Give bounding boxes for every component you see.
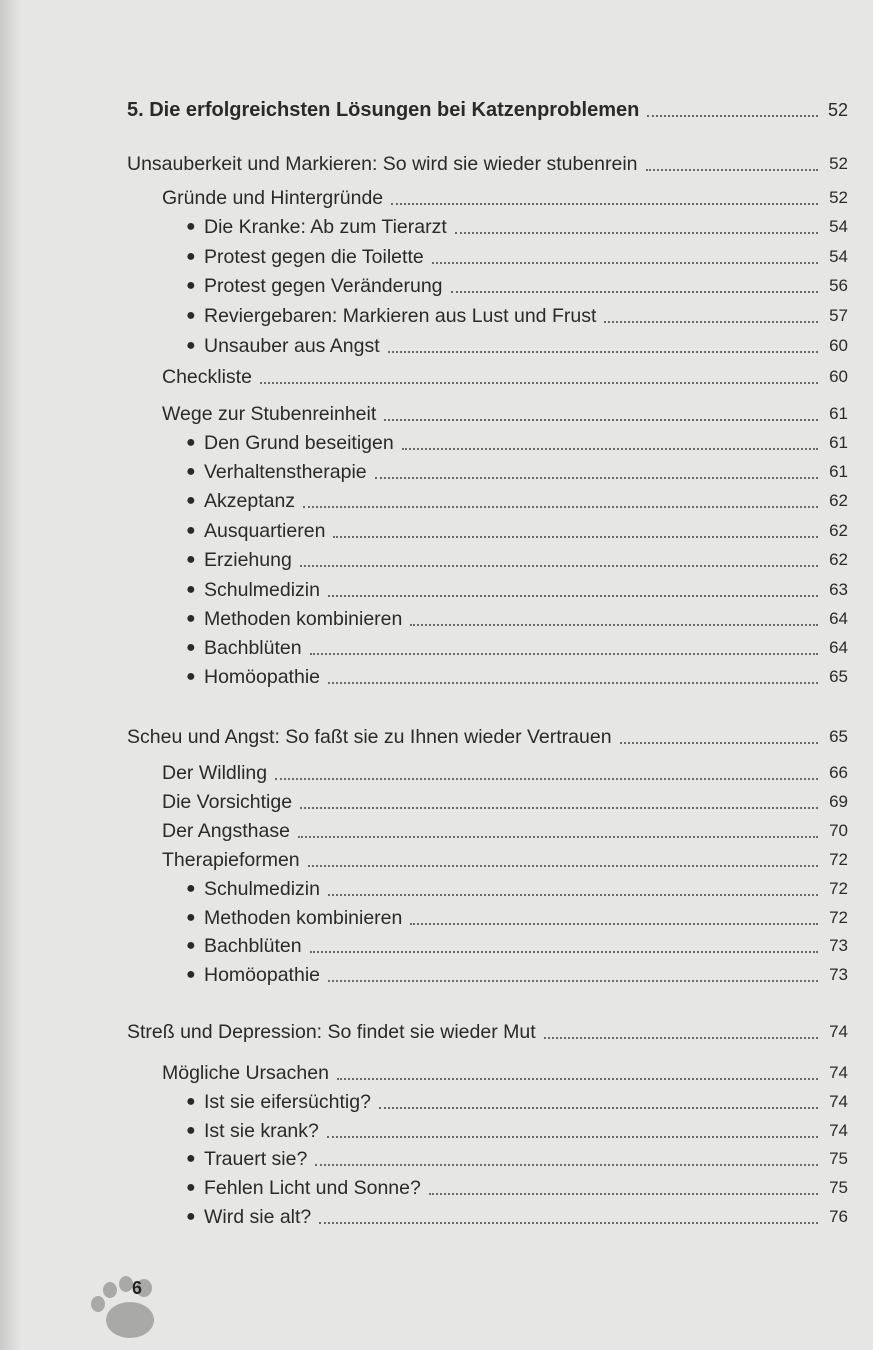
toc-entry-lead [186, 1147, 822, 1171]
dot-leader [402, 448, 818, 450]
toc-entry-title: Schulmedizin [204, 878, 320, 900]
toc-item [186, 241, 848, 269]
dot-leader [646, 169, 818, 171]
dot-leader [328, 894, 818, 896]
dot-leader [298, 836, 818, 838]
toc-entry-page: 72 [829, 879, 848, 898]
toc-entry-title: Wird sie alt? [204, 1206, 312, 1228]
toc-entry-lead [186, 1176, 822, 1200]
toc-item [186, 456, 848, 484]
bullet-icon: ● [186, 463, 196, 480]
toc-entry-title: Trauert sie? [204, 1148, 308, 1170]
toc-item [186, 211, 848, 239]
toc-item [186, 1086, 848, 1114]
toc-entry-lead [186, 963, 822, 987]
dot-leader [260, 382, 818, 384]
toc-entry-title: 5. Die erfolgreichsten Lösungen bei Katzenproblemen [127, 99, 640, 121]
toc-item [186, 603, 848, 631]
toc-entry-title: Akzeptanz [204, 490, 296, 512]
toc-entry-page: 52 [829, 188, 848, 207]
toc-entry-page: 60 [829, 336, 848, 355]
dot-leader [620, 742, 818, 744]
toc-entry-page: 75 [829, 1149, 848, 1168]
toc-entry-lead [186, 1090, 822, 1114]
toc-item [186, 270, 848, 298]
toc-section [162, 1057, 848, 1085]
toc-section [162, 361, 848, 389]
toc-entry-page: 52 [827, 100, 848, 120]
toc-entry-page: 69 [829, 792, 848, 811]
toc-entry-page: 64 [829, 609, 848, 628]
toc-item [186, 485, 848, 513]
toc-item [186, 632, 848, 660]
bullet-icon: ● [186, 248, 196, 265]
dot-leader [300, 565, 818, 567]
toc-entry-lead [186, 578, 822, 602]
toc-entry-page: 63 [829, 580, 848, 599]
toc-entry-page: 74 [829, 1092, 848, 1111]
toc-entry-title: Ausquartieren [204, 520, 326, 542]
dot-leader [410, 923, 818, 925]
toc-item [186, 902, 848, 930]
dot-leader [410, 624, 818, 626]
toc-entry-title: Den Grund beseitigen [204, 432, 394, 454]
toc-entry-page: 61 [829, 433, 848, 452]
toc-entry-page: 62 [829, 491, 848, 510]
toc-entry-lead [186, 519, 822, 543]
toc-entry-page: 56 [829, 276, 848, 295]
dot-leader [300, 807, 818, 809]
dot-leader [275, 778, 818, 780]
bullet-icon: ● [186, 937, 196, 954]
toc-entry-title: Scheu und Angst: So faßt sie zu Ihnen wieder Vertrauen [127, 726, 612, 748]
toc-entry-title: Homöopathie [204, 964, 320, 986]
toc-section [162, 757, 848, 785]
dot-leader [308, 865, 818, 867]
toc-entry-lead [186, 489, 822, 513]
bullet-icon: ● [186, 551, 196, 568]
toc-entry-page: 72 [829, 850, 848, 869]
dot-leader [303, 506, 818, 508]
dot-leader [327, 1136, 818, 1138]
dot-leader [310, 653, 818, 655]
bullet-icon: ● [186, 581, 196, 598]
dot-leader [451, 291, 818, 293]
toc-entry-title: Mögliche Ursachen [162, 1062, 329, 1084]
toc-section [162, 844, 848, 872]
toc-entry-page: 52 [829, 154, 848, 173]
dot-leader [647, 115, 818, 117]
toc-entry-title: Ist sie eifersüchtig? [204, 1091, 371, 1113]
toc-item [186, 930, 848, 958]
toc-entry-title: Die Vorsichtige [162, 791, 293, 813]
toc-entry-title: Bachblüten [204, 935, 302, 957]
bullet-icon: ● [186, 1208, 196, 1225]
bullet-icon: ● [186, 218, 196, 235]
toc-entry-lead [127, 98, 822, 122]
toc-item [186, 959, 848, 987]
toc-entry-title: Verhaltenstherapie [204, 461, 367, 483]
dot-leader [544, 1037, 818, 1039]
toc-chapter [127, 721, 848, 749]
toc-entry-page: 76 [829, 1207, 848, 1226]
toc-entry-title: Die Kranke: Ab zum Tierarzt [204, 216, 447, 238]
toc-entry-title: Methoden kombinieren [204, 907, 403, 929]
toc-entry-lead [186, 274, 822, 298]
toc-item [186, 574, 848, 602]
dot-leader [319, 1222, 818, 1224]
toc-entry-page: 74 [829, 1022, 848, 1041]
dot-leader [429, 1193, 818, 1195]
toc-entry-page: 70 [829, 821, 848, 840]
toc-entry-title: Methoden kombinieren [204, 608, 403, 630]
toc-entry-page: 61 [829, 404, 848, 423]
toc-entry-title: Wege zur Stubenreinheit [162, 403, 377, 425]
toc-entry-lead [186, 906, 822, 930]
bullet-icon: ● [186, 668, 196, 685]
dot-leader [388, 351, 818, 353]
toc-entry-title: Checkliste [162, 366, 252, 388]
toc-entry-title: Der Angsthase [162, 820, 290, 842]
toc-item [186, 1201, 848, 1229]
toc-item [186, 515, 848, 543]
dot-leader [375, 477, 818, 479]
toc-item [186, 330, 848, 358]
toc-section [162, 182, 848, 210]
bullet-icon: ● [186, 522, 196, 539]
toc-entry-page: 74 [829, 1063, 848, 1082]
toc-entry-page: 74 [829, 1121, 848, 1140]
bullet-icon: ● [186, 277, 196, 294]
bullet-icon: ● [186, 880, 196, 897]
toc-item [186, 300, 848, 328]
toc-entry-lead [186, 334, 822, 358]
toc-entry-lead [186, 607, 822, 631]
toc-item [186, 661, 848, 689]
dot-leader [379, 1107, 818, 1109]
toc-entry-lead [186, 304, 822, 328]
bullet-icon: ● [186, 434, 196, 451]
toc-entry-lead [127, 1020, 822, 1044]
toc-entry-page: 64 [829, 638, 848, 657]
toc-entry-page: 75 [829, 1178, 848, 1197]
toc-item [186, 1172, 848, 1200]
toc-entry-title: Streß und Depression: So findet sie wieder Mut [127, 1021, 536, 1043]
toc-entry-lead [162, 790, 822, 814]
bullet-icon: ● [186, 1150, 196, 1167]
bullet-icon: ● [186, 1122, 196, 1139]
toc-entry-title: Unsauber aus Angst [204, 335, 380, 357]
toc-entry-title: Protest gegen die Toilette [204, 246, 424, 268]
dot-leader [384, 419, 818, 421]
toc-entry-lead [186, 1119, 822, 1143]
bullet-icon: ● [186, 1179, 196, 1196]
toc-entry-page: 73 [829, 965, 848, 984]
toc-entry-title: Fehlen Licht und Sonne? [204, 1177, 421, 1199]
toc-entry-lead [186, 215, 822, 239]
toc-entry-page: 57 [829, 306, 848, 325]
toc-item [186, 427, 848, 455]
toc-entry-title: Erziehung [204, 549, 292, 571]
dot-leader [337, 1078, 818, 1080]
page-footer [88, 1272, 168, 1342]
toc-entry-lead [186, 431, 822, 455]
toc-entry-lead [162, 1061, 822, 1085]
dot-leader [328, 595, 818, 597]
toc-item [186, 544, 848, 572]
toc-entry-title: Reviergebaren: Markieren aus Lust und Frust [204, 305, 597, 327]
toc-entry-lead [186, 548, 822, 572]
toc-entry-lead [186, 245, 822, 269]
bullet-icon: ● [186, 492, 196, 509]
toc-item [186, 1143, 848, 1171]
toc-entry-page: 65 [829, 667, 848, 686]
toc-section [162, 398, 848, 426]
toc-entry-lead [127, 152, 822, 176]
dot-leader [310, 951, 818, 953]
toc-entry-page: 54 [829, 217, 848, 236]
toc-entry-title: Gründe und Hintergründe [162, 187, 384, 209]
dot-leader [328, 980, 818, 982]
bullet-icon: ● [186, 909, 196, 926]
bullet-icon: ● [186, 307, 196, 324]
toc-entry-page: 54 [829, 247, 848, 266]
dot-leader [604, 321, 818, 323]
dot-leader [432, 262, 818, 264]
toc-entry-title: Der Wildling [162, 762, 268, 784]
toc-entry-page: 60 [829, 367, 848, 386]
toc-entry-title: Bachblüten [204, 637, 302, 659]
toc-entry-title: Unsauberkeit und Markieren: So wird sie wieder stubenrein [127, 153, 638, 175]
toc-item [186, 1115, 848, 1143]
toc-entry-lead [186, 877, 822, 901]
toc-entry-lead [127, 725, 822, 749]
bullet-icon: ● [186, 337, 196, 354]
toc-entry-title: Protest gegen Veränderung [204, 275, 443, 297]
dot-leader [315, 1164, 818, 1166]
bullet-icon: ● [186, 639, 196, 656]
page-edge [0, 0, 22, 1350]
dot-leader [328, 682, 818, 684]
dot-leader [455, 232, 818, 234]
toc-entry-page: 72 [829, 908, 848, 927]
toc-entry-page: 61 [829, 462, 848, 481]
dot-leader [391, 203, 818, 205]
toc-entry-lead [162, 819, 822, 843]
dot-leader [333, 536, 818, 538]
bullet-icon: ● [186, 610, 196, 627]
toc-entry-page: 66 [829, 763, 848, 782]
toc-entry-lead [186, 1205, 822, 1229]
toc-chapter [127, 1016, 848, 1044]
toc-entry-page: 73 [829, 936, 848, 955]
toc-entry-lead [162, 761, 822, 785]
toc-entry-lead [186, 636, 822, 660]
bullet-icon: ● [186, 966, 196, 983]
toc-section [162, 786, 848, 814]
toc-entry-lead [186, 665, 822, 689]
toc-chapter [127, 148, 848, 176]
toc-entry-title: Therapieformen [162, 849, 300, 871]
toc-chapter [127, 94, 848, 122]
paw-print-icon [88, 1272, 168, 1342]
toc-entry-title: Schulmedizin [204, 579, 320, 601]
toc-entry-lead [162, 402, 822, 426]
toc-entry-lead [186, 460, 822, 484]
page-number: 6 [132, 1278, 143, 1298]
toc-entry-title: Ist sie krank? [204, 1120, 319, 1142]
toc-entry-title: Homöopathie [204, 666, 320, 688]
bullet-icon: ● [186, 1093, 196, 1110]
toc-entry-lead [162, 186, 822, 210]
toc-entry-lead [162, 848, 822, 872]
toc-item [186, 873, 848, 901]
toc-section [162, 815, 848, 843]
toc-entry-page: 62 [829, 550, 848, 569]
toc-entry-page: 62 [829, 521, 848, 540]
toc-entry-lead [186, 934, 822, 958]
toc-entry-page: 65 [829, 727, 848, 746]
toc-entry-lead [162, 365, 822, 389]
